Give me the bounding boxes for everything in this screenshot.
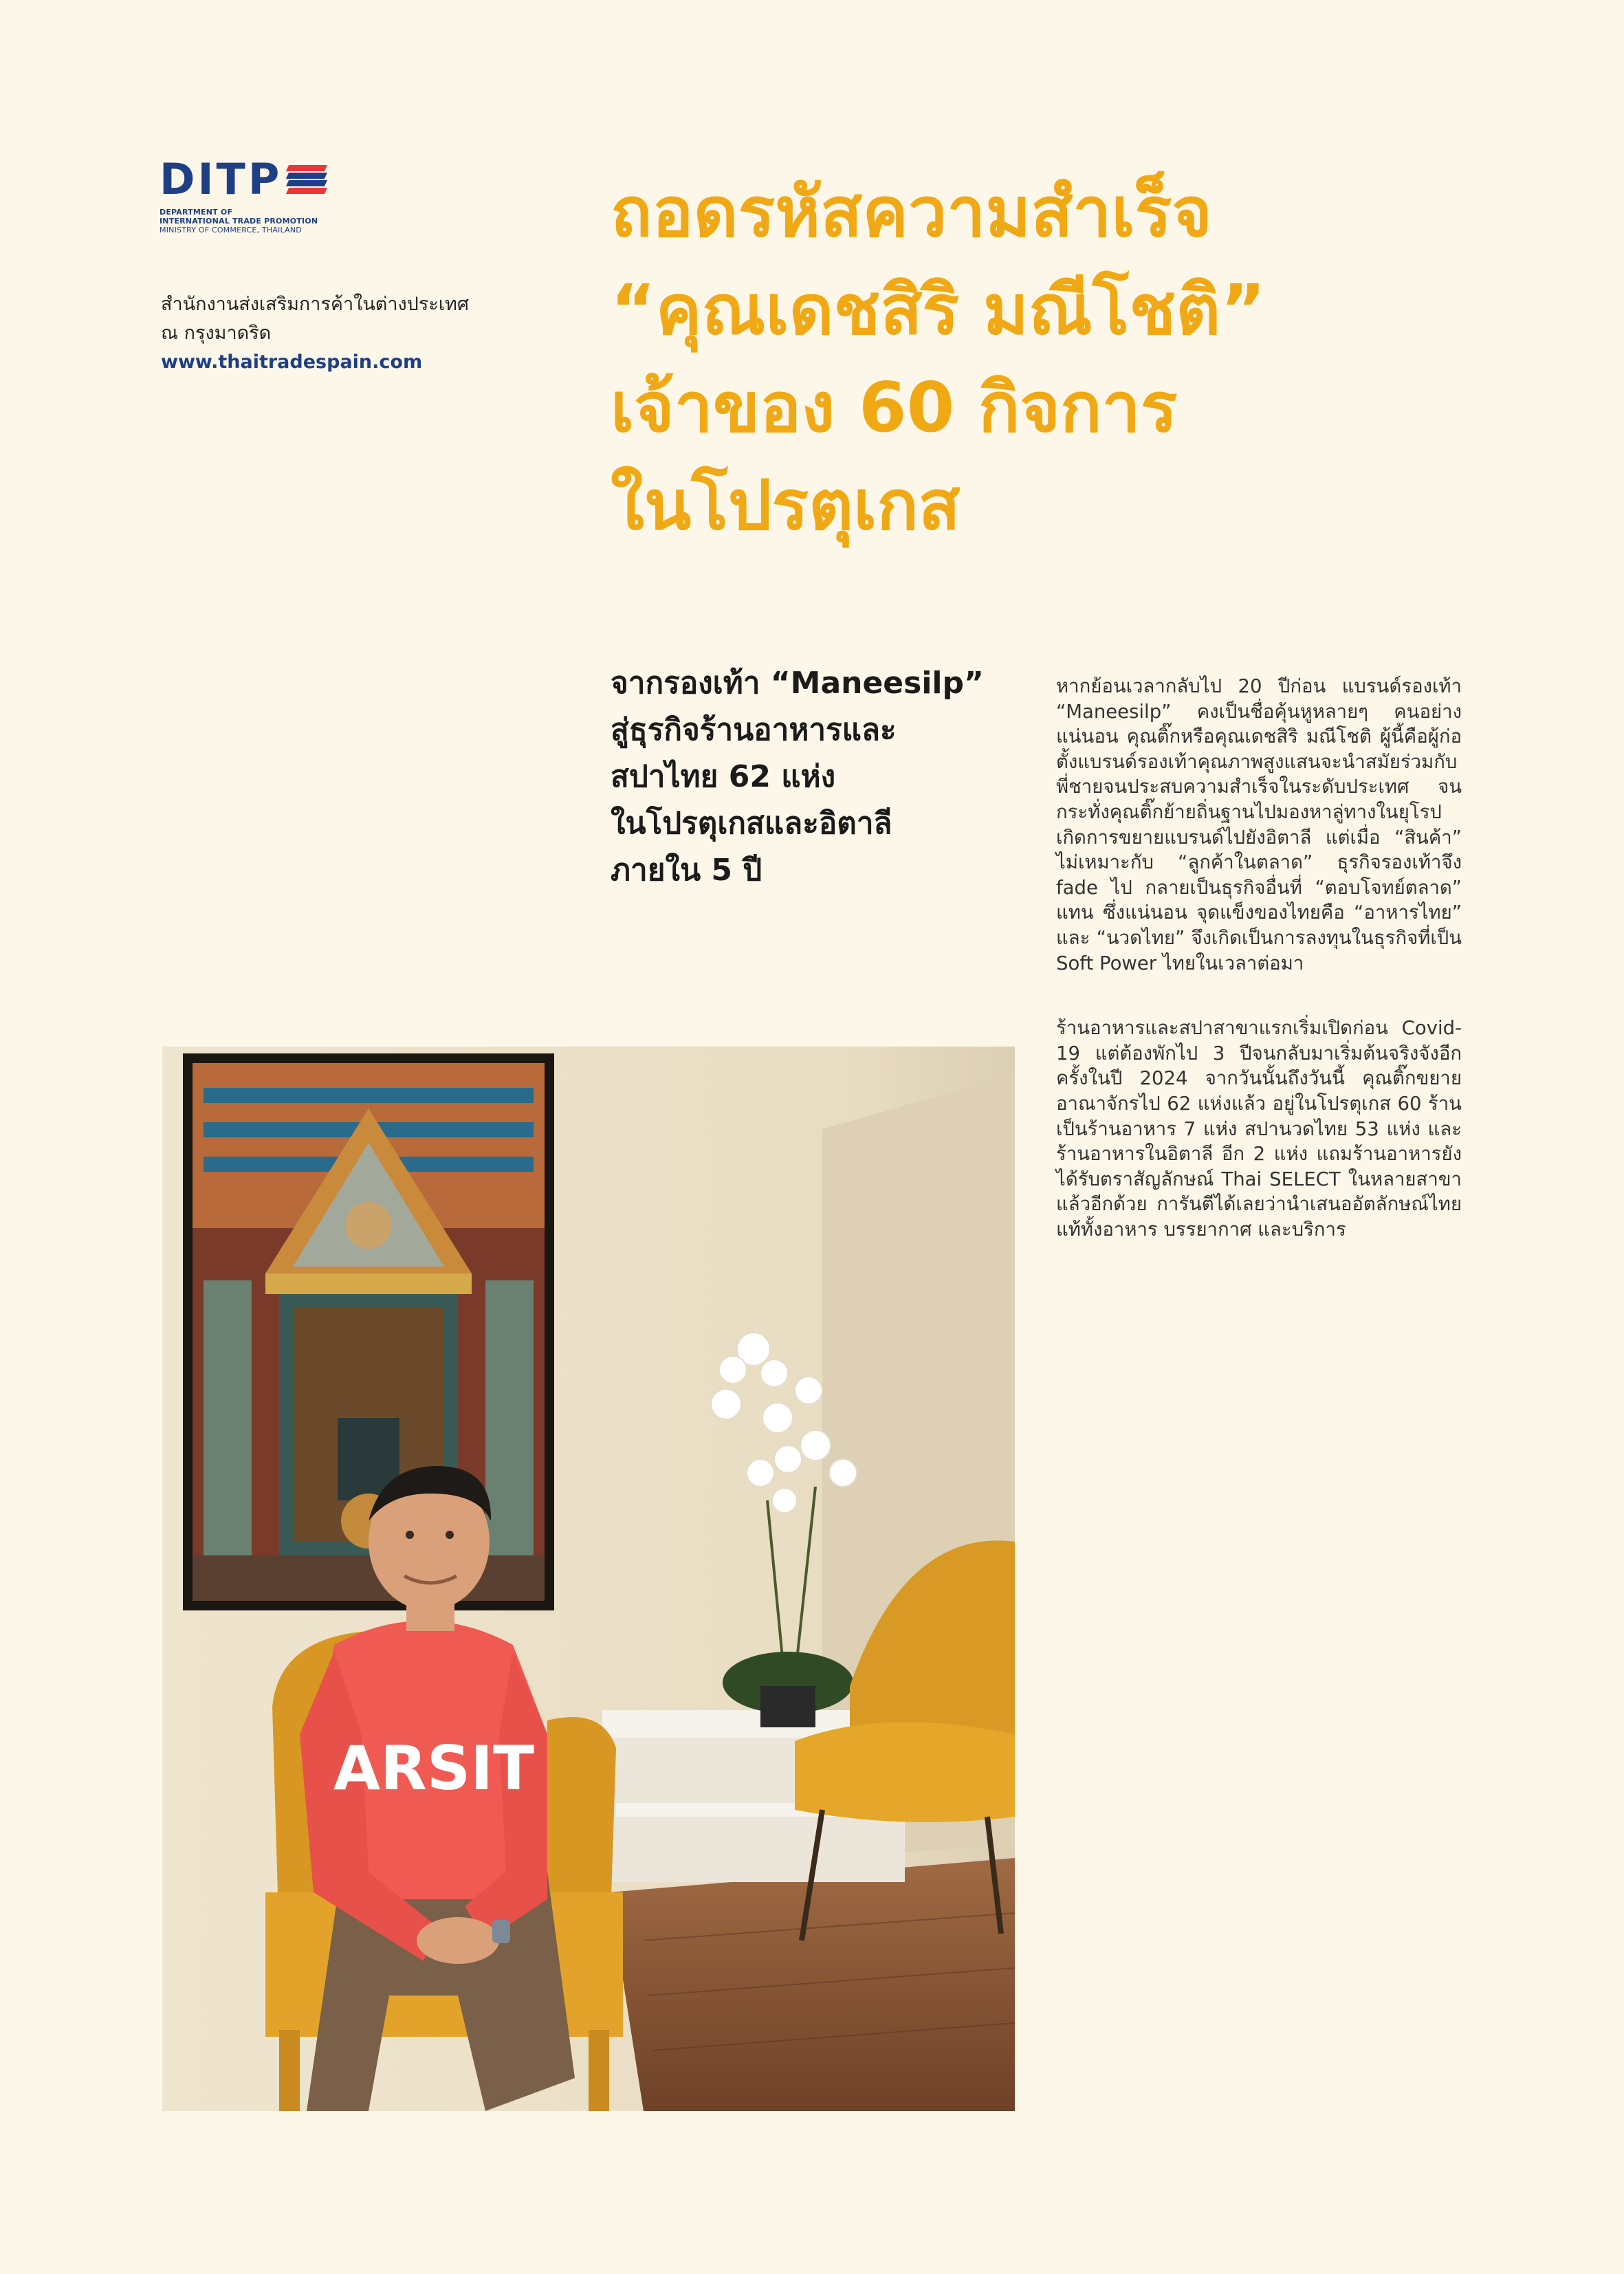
logo-wordmark [160, 154, 366, 204]
subtitle-line: จากรองเท้า “Maneesilp” [611, 666, 984, 701]
logo-line: INTERNATIONAL TRADE PROMOTION [160, 217, 318, 226]
body-paragraph: ร้านอาหารและสปาสาขาแรกเริ่มเปิดก่อน Covid-19 แต่ต้องพักไป 3 ปีจนกลับมาเริ่มต้นจริงจังอีกครั้งในปี 2024 จากวันนั้นถึงวันนี้ คุณติ๊กขยายอาณาจักรไป 62 แห่งแล้ว อยู่ในโปรตุเกส 60 ร้าน เป็นร้านอาหาร 7 แห่ง สปานวดไทย 53 แห่ง และร้านอาหารในอิตาลี อีก 2 แห่ง แถมร้านอาหารยังได้รับตราสัญลักษณ์ Thai SELECT ในหลายสาขาแล้วอีกด้วย การันตีได้เลยว่านำเสนออัตลักษณ์ไทยแท้ทั้งอาหาร บรรยากาศ และบริการ [1056, 1017, 1462, 1240]
subtitle-line: สปาไทย 62 แห่ง [611, 759, 836, 794]
title-line: ในโปรตุเกส [611, 465, 961, 545]
thai-flag-icon [287, 162, 326, 197]
logo-text: DITP [160, 154, 283, 204]
sweater-text: ARSIT [333, 1733, 535, 1804]
photo-illustration [162, 1047, 1015, 2111]
office-info [161, 290, 469, 377]
article-title [611, 164, 1573, 554]
logo-line: DEPARTMENT OF [160, 208, 233, 217]
body-paragraph: หากย้อนเวลากลับไป 20 ปีก่อน แบรนด์รองเท้า “Maneesilp” คงเป็นชื่อคุ้นหูหลายๆ คนอย่างแน่นอน คุณติ๊กหรือคุณเดชสิริ มณีโชติ ผู้นี้คือผู้ก่อตั้งแบรนด์รองเท้าคุณภาพสูงแสนจะนำสมัยร่วมกับพี่ชายจนประสบความสำเร็จในระดับประเทศ จนกระทั่งคุณติ๊กย้ายถิ่นฐานไปมองหาลู่ทางในยุโรป เกิดการขยายแบรนด์ไปยังอิตาลี แต่เมื่อ “สินค้า” ไม่เหมาะกับ “ลูกค้าในตลาด” ธุรกิจรองเท้าจึง fade ไป กลายเป็นธุรกิจอื่นที่ “ตอบโจทย์ตลาด” แทน ซึ่งแน่นอน จุดแข็งของไทยคือ “อาหารไทย” และ “นวดไทย” จึงเกิดเป็นการลงทุนในธุรกิจที่เป็น Soft Power ไทยในเวลาต่อมา [1056, 675, 1462, 974]
logo-line: MINISTRY OF COMMERCE, THAILAND [160, 226, 302, 234]
article-body [1056, 674, 1462, 1282]
office-city: ณ กรุงมาดริด [161, 322, 272, 344]
title-line: “คุณเดชสิริ มณีโชติ” [611, 270, 1266, 350]
article-subtitle [611, 660, 996, 894]
portrait-photo [162, 1047, 1015, 2111]
subtitle-line: ภายใน 5 ปี [611, 853, 762, 888]
title-line: เจ้าของ 60 กิจการ [611, 367, 1178, 448]
logo-subtitle [160, 208, 366, 234]
office-name: สำนักงานส่งเสริมการค้าในต่างประเทศ [161, 294, 469, 315]
subtitle-line: ในโปรตุเกสและอิตาลี [611, 806, 892, 841]
title-line: ถอดรหัสความสำเร็จ [611, 172, 1212, 252]
office-url[interactable]: www.thaitradespain.com [161, 351, 423, 373]
subtitle-line: สู่ธุรกิจร้านอาหารและ [611, 712, 897, 747]
ditp-logo [160, 154, 366, 234]
